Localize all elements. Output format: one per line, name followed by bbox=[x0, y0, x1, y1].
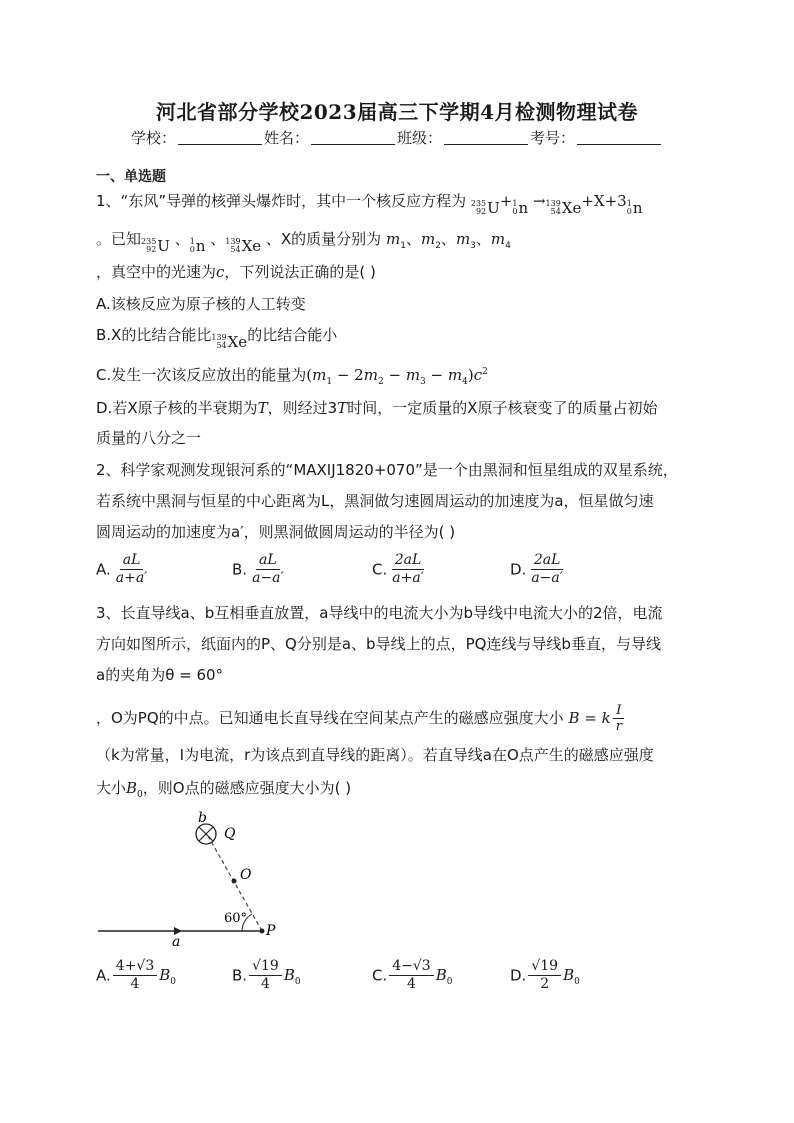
q1-option-d-cont: 质量的八分之一 bbox=[96, 429, 202, 447]
label-p: P bbox=[266, 923, 276, 939]
q3-option-d[interactable]: D. $\frac{√19}{2}$ $B_0$ bbox=[510, 958, 580, 992]
school-label: 学校： bbox=[130, 129, 176, 147]
q1-option-a[interactable]: A.该核反应为原子核的人工转变 bbox=[96, 295, 306, 313]
page-title: 河北省部分学校2023届高三下学期4月检测物理试卷 bbox=[155, 100, 639, 124]
q3-line1: 3、长直导线a、b互相垂直放置，a导线中的电流大小为b导线中电流大小的2倍，电流 bbox=[96, 604, 663, 622]
q3-option-c[interactable]: C. $\frac{4-√3}{4}$ $B_0$ bbox=[372, 958, 453, 992]
q1-option-c[interactable]: C.发生一次该反应放出的能量为$(m_1 - 2m_2 - m_3 - m_4)c^2$ bbox=[96, 366, 488, 387]
name-blank[interactable] bbox=[311, 130, 395, 145]
class-label: 班级： bbox=[397, 129, 443, 147]
point-o bbox=[232, 879, 237, 884]
label-a: a bbox=[172, 934, 181, 946]
label-q: Q bbox=[224, 826, 236, 842]
q3-line6: 大小$B_0$，则O点的磁感应强度大小为( ) bbox=[96, 779, 352, 800]
section-heading: 一、单选题 bbox=[96, 169, 166, 185]
q3-option-a[interactable]: A. $\frac{4+√3}{4}$ $B_0$ bbox=[96, 958, 176, 992]
label-b: b bbox=[198, 810, 207, 826]
q3-option-b[interactable]: B. $\frac{√19}{4}$ $B_0$ bbox=[232, 958, 301, 992]
student-info-line bbox=[0, 127, 794, 148]
label-o: O bbox=[240, 867, 252, 883]
label-angle: 60° bbox=[224, 911, 248, 926]
q3-line4: ，O为PQ的中点。已知通电长直导线在空间某点产生的磁感应强度大小 B = k $\frac{I}{r}$ bbox=[96, 703, 627, 734]
neutron-symbol: 1 0 n bbox=[512, 199, 529, 217]
q2-line2: 若系统中黑洞与恒星的中心距离为L，黑洞做匀速圆周运动的加速度为a，恒星做匀速 bbox=[96, 492, 654, 510]
xe139-symbol: 139 54 Xe bbox=[545, 199, 582, 217]
q2-line3: 圆周运动的加速度为a′，则黑洞做圆周运动的半径为( ) bbox=[96, 523, 456, 541]
wire-diagram bbox=[90, 806, 310, 946]
q1-line2: 。已知 235 92 U 、 1 0 n 、 139 54 Xe 、X的质量分别为 $m_1$、$m_2$、$m_3$、$m_4$ bbox=[96, 230, 511, 255]
school-blank[interactable] bbox=[178, 130, 262, 145]
q3-line2: 方向如图所示，纸面内的P、Q分别是a、b导线上的点，PQ连线与导线b垂直，与导线 bbox=[96, 635, 661, 653]
q3-line5: （k为常量，I为电流，r为该点到直导线的距离）。若直导线a在O点产生的磁感应强度 bbox=[96, 746, 654, 764]
q1-option-d[interactable]: D.若X原子核的半衰期为T，则经过3T时间，一定质量的X原子核衰变了的质量占初始 bbox=[96, 399, 658, 417]
number-blank[interactable] bbox=[577, 130, 661, 145]
q2-line1: 2、科学家观测发现银河系的“MAXIJ1820+070”是一个由黑洞和恒星组成的双星系统， bbox=[96, 461, 678, 479]
name-label: 姓名： bbox=[263, 129, 309, 147]
number-label: 考号： bbox=[530, 129, 576, 147]
q2-option-c[interactable]: C. $\frac{2aL}{a+a'}$ bbox=[372, 552, 424, 586]
q2-option-d[interactable]: D. $\frac{2aL}{a-a'}$ bbox=[510, 552, 563, 586]
q1-option-b[interactable]: B.X的比结合能比 139 54 Xe的比结合能小 bbox=[96, 326, 338, 351]
q1-line3: ，真空中的光速为c，下列说法正确的是( ) bbox=[96, 263, 376, 281]
q1-line1: 1、“东风”导弹的核弹头爆炸时，其中一个核反应方程为 235 92 U+ 1 0 n → 139 54 Xe+X+3 1 0 n bbox=[96, 192, 643, 217]
class-blank[interactable] bbox=[444, 130, 528, 145]
q2-option-b[interactable]: B. $\frac{aL}{a-a'}$ bbox=[232, 552, 284, 586]
q3-line3: a的夹角为θ = 60° bbox=[96, 666, 224, 684]
q2-option-a[interactable]: A. $\frac{aL}{a+a'}$ bbox=[96, 552, 148, 586]
u235-symbol: 235 92 U bbox=[470, 199, 500, 217]
point-p bbox=[260, 929, 265, 934]
